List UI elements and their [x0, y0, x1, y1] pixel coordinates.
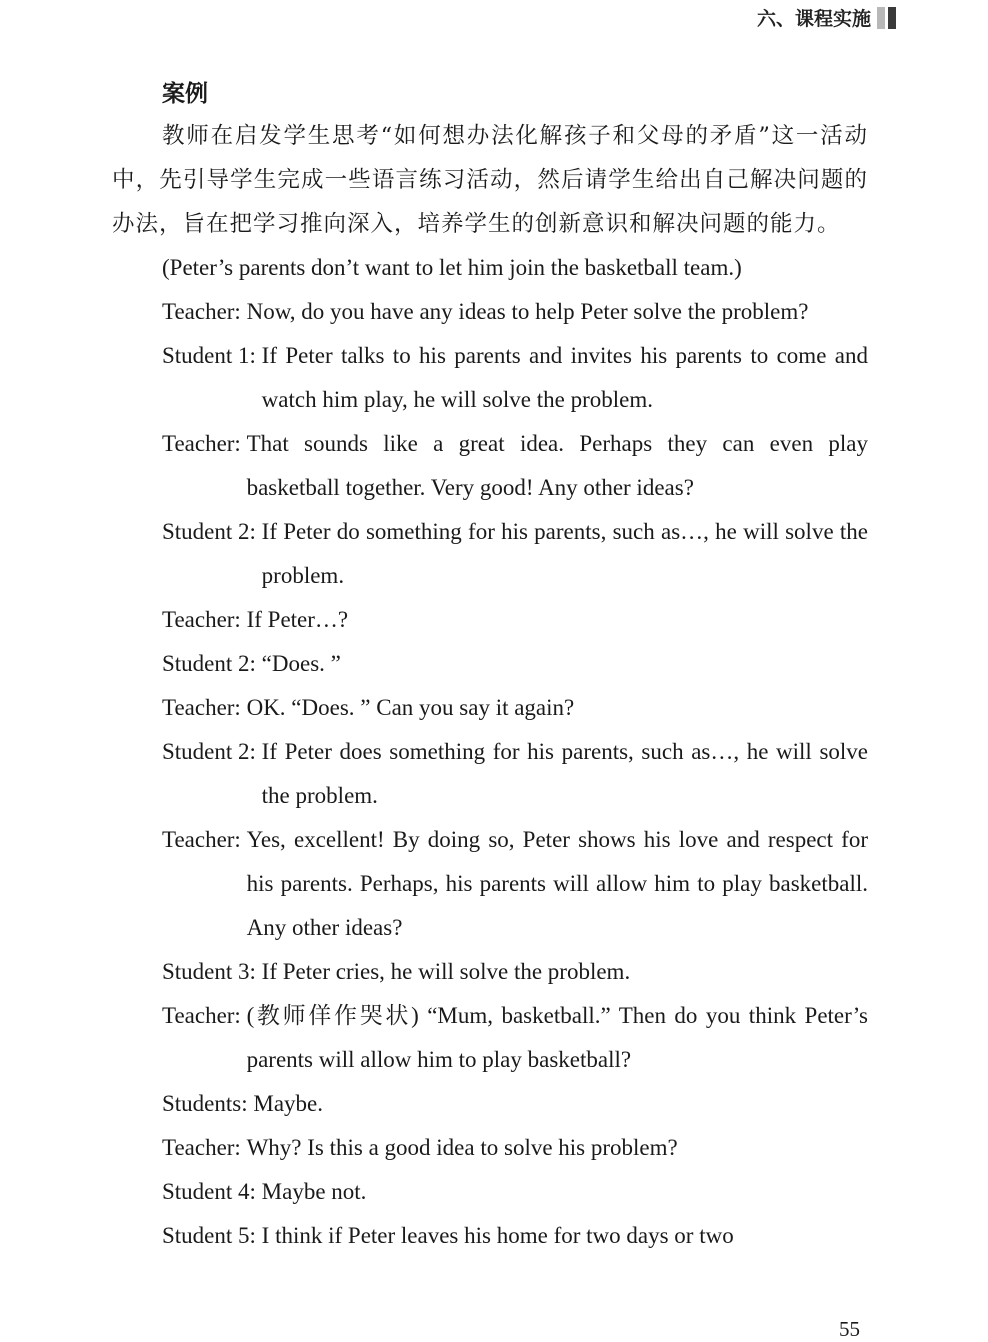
case-title: 案例: [162, 81, 208, 107]
speaker-label: Teacher:: [162, 827, 241, 852]
dialogue-row: [162, 422, 868, 510]
utterance: If Peter do something for his parents, such as…, he will solve the problem.: [261, 519, 868, 588]
dialogue-row: [162, 510, 868, 598]
speaker-label: Student 5:: [162, 1223, 256, 1248]
utterance: Maybe.: [253, 1091, 323, 1116]
speaker-label: Teacher:: [162, 431, 241, 456]
utterance: That sounds like a great idea. Perhaps they can even play basketball together. Very good! Any other ideas?: [246, 431, 868, 500]
dialogue: [162, 290, 868, 1258]
speaker-label: Student 2:: [162, 739, 256, 764]
utterance: If Peter cries, he will solve the problem.: [261, 959, 631, 984]
dialogue-row: [162, 290, 868, 334]
speaker-label: Teacher:: [162, 1003, 241, 1028]
dialogue-row: [162, 1126, 868, 1170]
utterance: (教师佯作哭状) “Mum, basketball.” Then do you think Peter’s parents will allow him to play basketball?: [246, 1003, 868, 1072]
speaker-label: Student 1:: [162, 343, 256, 368]
speaker-label: Student 4:: [162, 1179, 256, 1204]
utterance: “Does. ”: [261, 651, 341, 676]
dialogue-row: [162, 1170, 868, 1214]
header-bars-decoration: [877, 7, 896, 29]
speaker-label: Teacher:: [162, 1135, 241, 1160]
dialogue-row: [162, 598, 868, 642]
utterance: Now, do you have any ideas to help Peter solve the problem?: [246, 299, 809, 324]
utterance: If Peter…?: [246, 607, 349, 632]
running-header: [757, 4, 896, 31]
page-number: 55: [839, 1317, 860, 1341]
utterance: If Peter does something for his parents, such as…, he will solve the problem.: [261, 739, 868, 808]
speaker-label: Student 2:: [162, 651, 256, 676]
case-context: (Peter’s parents don’t want to let him join the basketball team.): [162, 255, 742, 280]
dialogue-row: [162, 818, 868, 950]
page-content: [112, 74, 868, 1258]
dialogue-row: [162, 730, 868, 818]
speaker-label: Student 3:: [162, 959, 256, 984]
speaker-label: Teacher:: [162, 695, 241, 720]
utterance: If Peter talks to his parents and invites his parents to come and watch him play, he will solve the problem.: [261, 343, 868, 412]
dialogue-row: [162, 994, 868, 1082]
case-intro: 教师在启发学生思考“如何想办法化解孩子和父母的矛盾”这一活动中，先引导学生完成一些语言练习活动，然后请学生给出自己解决问题的办法，旨在把学习推向深入，培养学生的创新意识和解决问题的能力。: [112, 123, 868, 237]
section-label: 六、课程实施: [756, 8, 871, 30]
dialogue-row: [162, 1214, 868, 1258]
utterance: I think if Peter leaves his home for two days or two: [261, 1223, 734, 1248]
dialogue-row: [162, 950, 868, 994]
utterance: Why? Is this a good idea to solve his problem?: [246, 1135, 678, 1160]
utterance: OK. “Does. ” Can you say it again?: [246, 695, 575, 720]
speaker-label: Student 2:: [162, 519, 256, 544]
speaker-label: Teacher:: [162, 607, 241, 632]
speaker-label: Students:: [162, 1091, 248, 1116]
utterance: Maybe not.: [261, 1179, 367, 1204]
dialogue-row: [162, 1082, 868, 1126]
dialogue-row: [162, 686, 868, 730]
dialogue-row: [162, 642, 868, 686]
speaker-label: Teacher:: [162, 299, 241, 324]
utterance: Yes, excellent! By doing so, Peter shows his love and respect for his parents. Perhaps, his parents will allow him to play basketball. Any other ideas?: [246, 827, 868, 940]
dialogue-row: [162, 334, 868, 422]
